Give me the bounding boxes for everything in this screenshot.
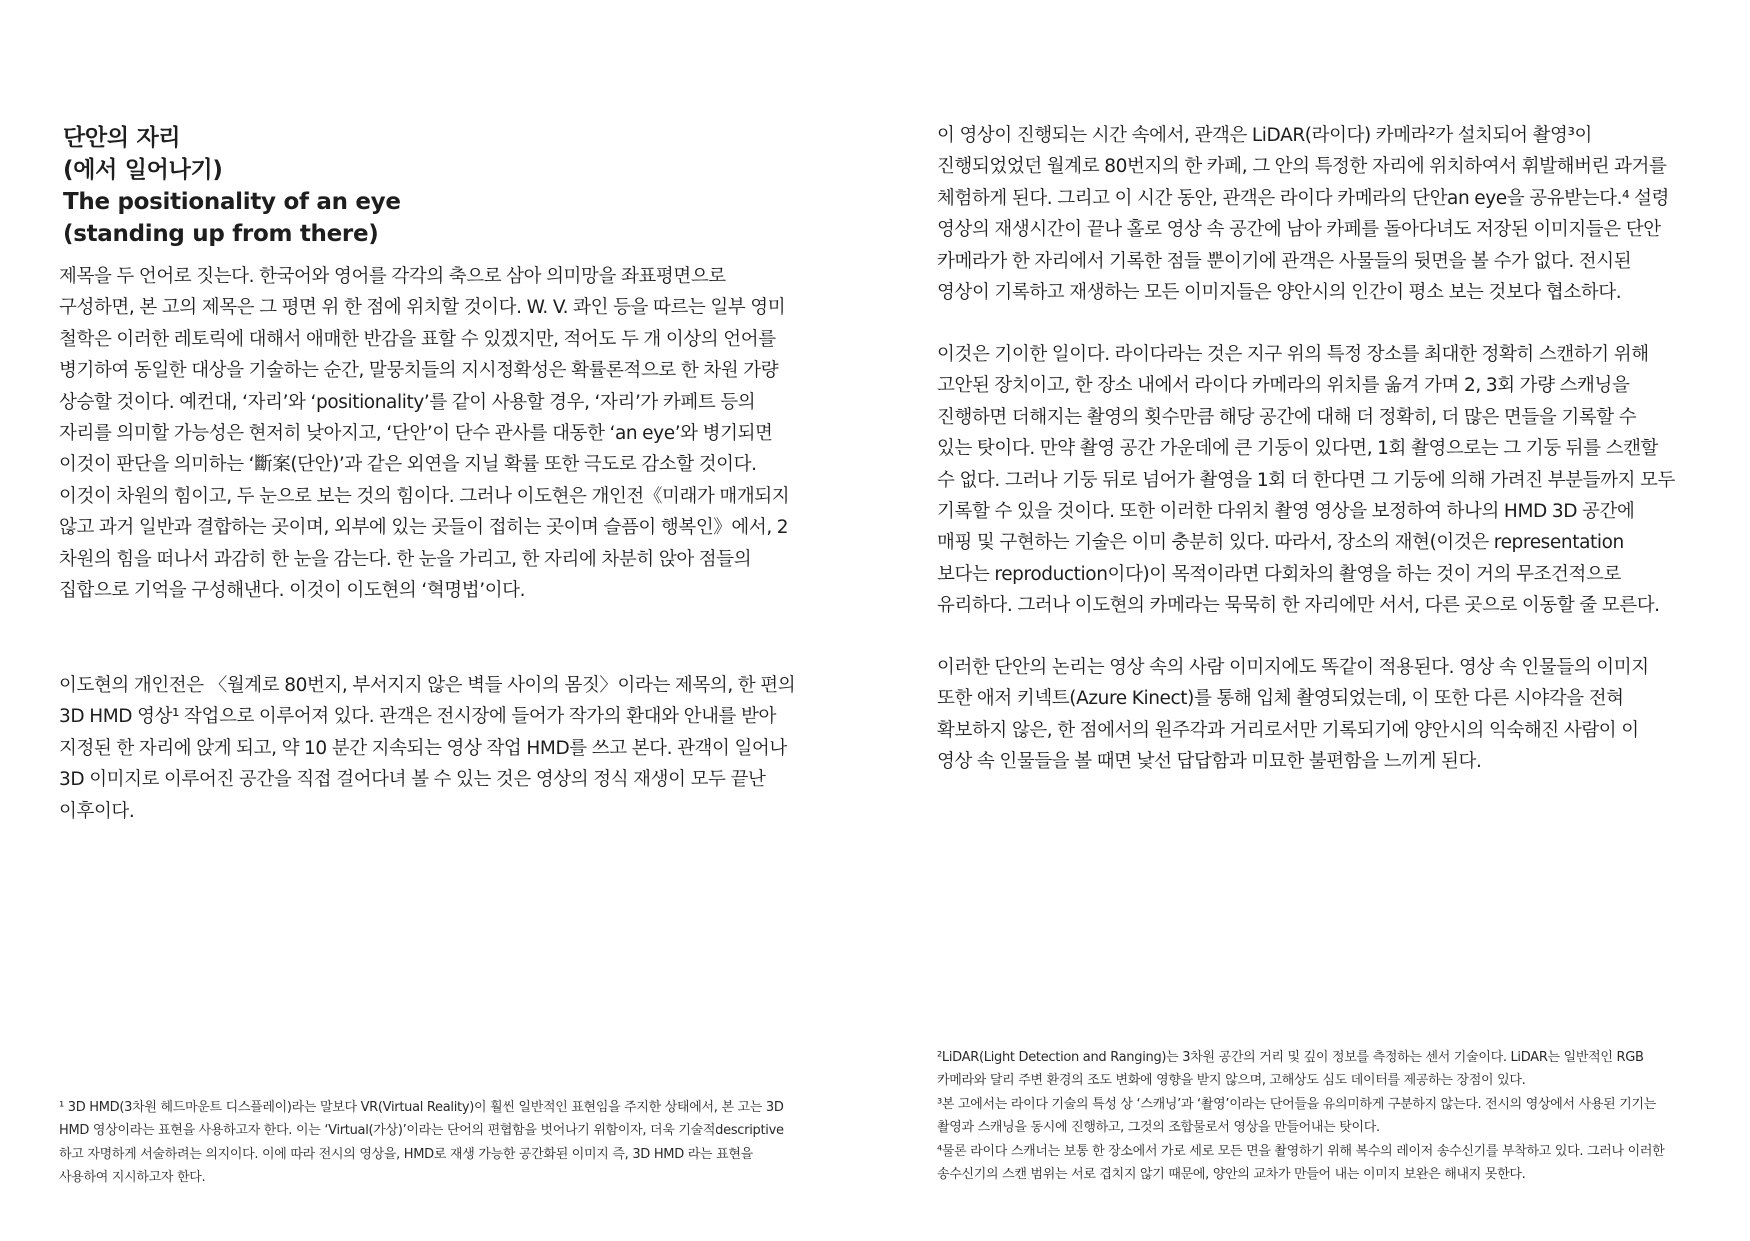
text-line: 이러한 단안의 논리는 영상 속의 사람 이미지에도 똑같이 적용된다. 영상 속 인물들의 이미지	[937, 657, 1649, 678]
text-line: 있는 탓이다. 만약 촬영 공간 가운데에 큰 기둥이 있다면, 1회 촬영으로는 그 기둥 뒤를 스캔할	[937, 438, 1659, 460]
title-line: (standing up from there)	[63, 221, 379, 247]
text-line: 지정된 한 자리에 앉게 되고, 약 10 분간 지속되는 영상 작업 HMD를 쓰고 본다. 관객이 일어나	[59, 737, 787, 759]
text-line: 이 영상이 진행되는 시간 속에서, 관객은 LiDAR(라이다) 카메라²가 설치되어 촬영³이	[937, 125, 1592, 146]
footnote-line: 촬영과 스캐닝을 동시에 진행하고, 그것의 조합물로서 영상을 만들어내는 탓이다.	[937, 1120, 1380, 1136]
text-line: 않고 과거 일반과 결합하는 곳이며, 외부에 있는 곳들이 접히는 곳이며 슬픔이 행복인》에서, 2	[59, 517, 789, 539]
article-title	[63, 122, 763, 250]
text-line: 병기하여 동일한 대상을 기술하는 순간, 말뭉치들의 지시정확성은 확률론적으로 한 차원 가량	[59, 360, 779, 382]
left-footnotes	[59, 1096, 819, 1190]
footnote-line: ⁴물론 라이다 스캐너는 보통 한 장소에서 가로 세로 모든 면을 촬영하기 위해 복수의 레이저 송수신기를 부착하고 있다. 그러나 이러한	[937, 1143, 1665, 1159]
text-line: 3D 이미지로 이루어진 공간을 직접 걸어다녀 볼 수 있는 것은 영상의 정식 재생이 모두 끝난	[59, 769, 766, 791]
text-line: 제목을 두 언어로 짓는다. 한국어와 영어를 각각의 축으로 삼아 의미망을 좌표평면으로	[59, 266, 726, 287]
right-paragraph-2	[937, 339, 1697, 622]
footnote-line: ³본 고에서는 라이다 기술의 특성 상 ‘스캐닝’과 ‘촬영’이라는 단어들을 유의미하게 구분하지 않는다. 전시의 영상에서 사용된 기기는	[937, 1096, 1656, 1112]
text-line: 카메라가 한 자리에서 기록한 점들 뿐이기에 관객은 사물들의 뒷면을 볼 수가 없다. 전시된	[937, 250, 1632, 272]
text-line: 영상 속 인물들을 볼 때면 낯선 답답함과 미묘한 불편함을 느끼게 된다.	[937, 751, 1482, 773]
text-line: 확보하지 않은, 한 점에서의 원주각과 거리로서만 기록되기에 양안시의 익숙해진 사람이 이	[937, 719, 1639, 741]
text-line: 보다는 reproduction이다)이 목적이라면 다회차의 촬영을 하는 것이 거의 무조건적으로	[937, 563, 1621, 585]
text-line: 매핑 및 구현하는 기술은 이미 충분히 있다. 따라서, 장소의 재현(이것은 representation	[937, 532, 1624, 554]
text-line: 이도현의 개인전은 〈월계로 80번지, 부서지지 않은 벽들 사이의 몸짓〉이라는 제목의, 한 편의	[59, 675, 796, 696]
title-line: (에서 일어나기)	[63, 157, 223, 183]
footnote-line: ¹ 3D HMD(3차원 헤드마운트 디스플레이)라는 말보다 VR(Virtual Reality)이 훨씬 일반적인 표현임을 주지한 상태에서, 본 고는 3D	[59, 1100, 784, 1115]
footnote-line: 사용하여 지시하고자 한다.	[59, 1170, 206, 1186]
text-line: 구성하면, 본 고의 제목은 그 평면 위 한 점에 위치할 것이다. W. V. 콰인 등을 따르는 일부 영미	[59, 297, 786, 319]
text-line: 고안된 장치이고, 한 장소 내에서 라이다 카메라의 위치를 옮겨 가며 2, 3회 가량 스캐닝을	[937, 375, 1630, 397]
right-paragraph-1	[937, 120, 1697, 308]
title-line: 단안의 자리	[63, 125, 181, 151]
text-line: 영상이 기록하고 재생하는 모든 이미지들은 양안시의 인간이 평소 보는 것보다 협소하다.	[937, 282, 1622, 304]
text-line: 영상의 재생시간이 끝나 홀로 영상 속 공간에 남아 카페를 돌아다녀도 저장된 이미지들은 단안	[937, 219, 1661, 241]
text-line: 상승할 것이다. 예컨대, ‘자리’와 ‘positionality’를 같이 사용할 경우, ‘자리’가 카페트 등의	[59, 391, 756, 413]
title-line: The positionality of an eye	[63, 189, 401, 215]
text-line: 기록할 수 있을 것이다. 또한 이러한 다위치 촬영 영상을 보정하여 하나의 HMD 3D 공간에	[937, 501, 1635, 523]
text-line: 이것은 기이한 일이다. 라이다라는 것은 지구 위의 특정 장소를 최대한 정확히 스캔하기 위해	[937, 344, 1649, 365]
text-line: 이것이 차원의 힘이고, 두 눈으로 보는 것의 힘이다. 그러나 이도현은 개인전《미래가 매개되지	[59, 485, 790, 507]
footnote-line: 하고 자명하게 서술하려는 의지이다. 이에 따라 전시의 영상을, HMD로 재생 가능한 공간화된 이미지 즉, 3D HMD 라는 표현을	[59, 1146, 753, 1162]
footnote-line: 송수신기의 스캔 범위는 서로 겹치지 않기 때문에, 양안의 교차가 만들어 내는 이미지 보완은 해내지 못한다.	[937, 1167, 1526, 1183]
text-line: 수 없다. 그러나 기둥 뒤로 넘어가 촬영을 1회 더 한다면 그 기둥에 의해 가려진 부분들까지 모두	[937, 469, 1675, 491]
text-line: 진행하면 더해지는 촬영의 횟수만큼 해당 공간에 대해 더 정확히, 더 많은 면들을 기록할 수	[937, 406, 1637, 428]
footnote-line: HMD 영상이라는 표현을 사용하고자 한다. 이는 ‘Virtual(가상)’이라는 단어의 편협함을 벗어나기 위함이자, 더욱 기술적descriptive	[59, 1123, 784, 1139]
text-line: 진행되었었던 월계로 80번지의 한 카페, 그 안의 특정한 자리에 위치하여서 휘발해버린 과거를	[937, 156, 1667, 178]
text-line: 유리하다. 그러나 이도현의 카메라는 묵묵히 한 자리에만 서서, 다른 곳으로 이동할 줄 모른다.	[937, 595, 1660, 617]
text-line: 이것이 판단을 의미하는 ‘斷案(단안)’과 같은 외연을 지닐 확률 또한 극도로 감소할 것이다.	[59, 454, 757, 476]
footnote-line: ²LiDAR(Light Detection and Ranging)는 3차원 공간의 거리 및 깊이 정보를 측정하는 센서 기술이다. LiDAR는 일반적인 RGB	[937, 1050, 1644, 1065]
text-line: 집합으로 기억을 구성해낸다. 이것이 이도현의 ‘혁명법’이다.	[59, 580, 526, 602]
right-page	[875, 0, 1750, 1241]
text-line: 차원의 힘을 떠나서 과감히 한 눈을 감는다. 한 눈을 가리고, 한 자리에 차분히 앉아 점들의	[59, 548, 752, 570]
left-paragraph-1	[59, 261, 819, 606]
left-paragraph-2	[59, 670, 819, 827]
text-line: 철학은 이러한 레토릭에 대해서 애매한 반감을 표할 수 있겠지만, 적어도 두 개 이상의 언어를	[59, 328, 776, 350]
text-line: 자리를 의미할 가능성은 현저히 낮아지고, ‘단안’이 단수 관사를 대동한 ‘an eye’와 병기되면	[59, 423, 773, 445]
right-footnotes	[937, 1046, 1697, 1186]
text-line: 이후이다.	[59, 800, 135, 822]
text-line: 체험하게 된다. 그리고 이 시간 동안, 관객은 라이다 카메라의 단안an eye을 공유받는다.⁴ 설령	[937, 187, 1670, 209]
text-line: 또한 애저 키넥트(Azure Kinect)를 통해 입체 촬영되었는데, 이 또한 다른 시야각을 전혀	[937, 688, 1624, 710]
text-line: 3D HMD 영상¹ 작업으로 이루어져 있다. 관객은 전시장에 들어가 작가의 환대와 안내를 받아	[59, 706, 776, 728]
footnote-line: 카메라와 달리 주변 환경의 조도 변화에 영향을 받지 않으며, 고해상도 심도 데이터를 제공하는 장점이 있다.	[937, 1073, 1526, 1089]
right-paragraph-3	[937, 652, 1697, 778]
